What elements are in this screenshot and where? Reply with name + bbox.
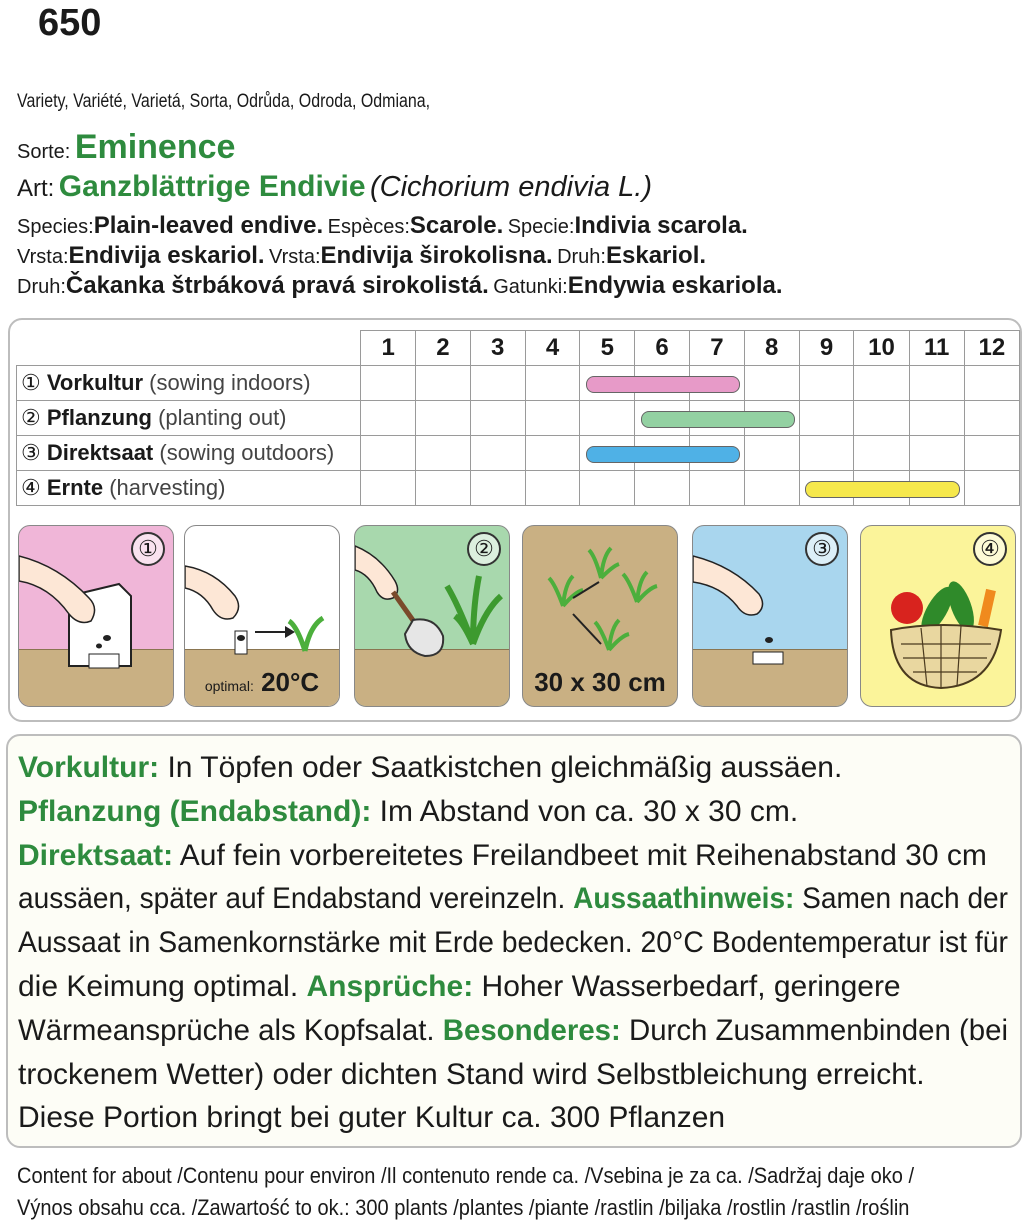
calendar-row-pflanzung (17, 401, 1020, 436)
step-number: ① (131, 532, 165, 566)
calendar-bar-vorkultur (586, 376, 740, 393)
pflanzung-key: Pflanzung (Endabstand): (18, 794, 372, 828)
panel-planting-out (354, 525, 510, 707)
species-sl: Endivija eskariol. (68, 242, 265, 269)
step-number: ③ (805, 532, 839, 566)
variety-header (17, 88, 1017, 304)
pflanzung-text: Im Abstand von ca. 30 x 30 cm. (371, 794, 799, 828)
direktsaat-text: Auf fein vorbereitetes Freilandbeet mit Reihenabstand 30 cm (173, 838, 987, 872)
desc-text-4b: Samen nach der (794, 882, 1008, 916)
month-label: 4 (525, 331, 580, 366)
latin-name: (Cichorium endivia L.) (369, 171, 653, 203)
vorkultur-text: In Töpfen oder Saatkistchen gleichmäßig aussäen. (159, 751, 843, 784)
species-en: Plain-leaved endive. (93, 212, 324, 239)
optimal-label: optimal: (204, 678, 254, 694)
row-number: ① (21, 370, 41, 395)
vrsta-label-2: Vrsta: (269, 246, 321, 268)
growing-calendar (8, 318, 1022, 722)
ansprueche-key: Ansprüche: (306, 969, 474, 1003)
spacing-value: 30 x 30 cm (534, 667, 666, 697)
row-number: ③ (21, 440, 41, 465)
species-pl: Endywia eskariola. (567, 272, 783, 299)
footer-line-1: Content for about /Contenu pour environ /Il contenuto rende ca. /Vsebina je za ca. /Sadržaj daje oko / (17, 1163, 915, 1188)
content-footer (17, 1160, 1017, 1224)
species-hr: Endivija širokolisna. (320, 242, 553, 269)
calendar-bar-ernte (805, 481, 960, 498)
row-desc: (harvesting) (109, 475, 226, 500)
row-number: ④ (21, 475, 41, 500)
calendar-bar-pflanzung (641, 411, 795, 428)
species-it: Indivia scarola. (574, 212, 748, 239)
panel-germination (184, 525, 340, 707)
sorte-label: Sorte: (17, 141, 71, 163)
desc-text-8: trockenem Wetter) oder dichten Stand wird Selbstbleichung erreicht. (18, 1057, 925, 1091)
month-label: 7 (690, 331, 745, 366)
month-label: 11 (909, 331, 964, 366)
desc-text-5: Aussaat in Samenkornstärke mit Erde bedecken. 20°C Bodentemperatur ist für (18, 926, 1008, 960)
calendar-table (16, 330, 1020, 506)
row-desc: (planting out) (158, 405, 287, 430)
panel-sowing-outdoors (692, 525, 848, 707)
row-name: Ernte (46, 475, 104, 500)
species-sk: Čakanka štrbáková pravá sirokolistá. (65, 272, 489, 299)
species-label: Species: (17, 216, 94, 238)
desc-text-6a: die Keimung optimal. (18, 969, 307, 1003)
especes-label: Espèces: (327, 216, 410, 238)
desc-text-4a: aussäen, später auf Endabstand vereinzeln. (18, 882, 574, 916)
gatunki-label: Gatunki: (493, 276, 568, 298)
month-label: 10 (854, 331, 909, 366)
month-label: 9 (799, 331, 854, 366)
step-number: ② (467, 532, 501, 566)
month-label: 12 (964, 331, 1019, 366)
panel-harvesting (860, 525, 1016, 707)
species-name: Ganzblättrige Endivie (58, 170, 366, 203)
desc-text-6b: Hoher Wasserbedarf, geringere (473, 969, 901, 1003)
calendar-row-direktsaat (17, 436, 1020, 471)
species-fr: Scarole. (409, 212, 504, 239)
panel-sowing-indoors (18, 525, 174, 707)
product-code: 650 (38, 2, 102, 44)
row-name: Vorkultur (46, 370, 144, 395)
desc-text-7b: Durch Zusammenbinden (bei (620, 1013, 1008, 1047)
variety-prefix: Variety, Variété, Varietá, Sorta, Odrůda, Odroda, Odmiana, (17, 91, 431, 112)
footer-line-2: Výnos obsahu cca. /Zawartość to ok.: 300 plants /plantes /piante /rastlin /biljaka /rostlin /rastlin /roślin (17, 1195, 910, 1220)
vrsta-label-1: Vrsta: (17, 246, 69, 268)
variety-name: Eminence (74, 128, 236, 166)
row-desc: (sowing outdoors) (159, 440, 335, 465)
month-label: 3 (470, 331, 525, 366)
month-label: 6 (635, 331, 690, 366)
calendar-row-vorkultur (17, 366, 1020, 401)
specie-label: Specie: (507, 216, 575, 238)
month-label: 5 (580, 331, 635, 366)
besonderes-key: Besonderes: (442, 1013, 621, 1047)
calendar-bar-direktsaat (586, 446, 740, 463)
row-number: ② (21, 405, 41, 430)
month-header-row (17, 331, 1020, 366)
species-cz: Eskariol. (605, 242, 707, 269)
aussaathinweis-key: Aussaathinweis: (573, 882, 795, 916)
month-label: 2 (416, 331, 471, 366)
desc-text-7a: Wärmeansprüche als Kopfsalat. (18, 1013, 443, 1047)
direktsaat-key: Direktsaat: (18, 838, 174, 872)
vorkultur-key: Vorkultur: (18, 751, 160, 784)
druh-label-2: Druh: (17, 276, 66, 298)
desc-text-9: Diese Portion bringt bei guter Kultur ca. 300 Pflanzen (18, 1101, 726, 1135)
optimal-temperature: 20°C (261, 667, 320, 697)
cultivation-description (6, 734, 1022, 1148)
step-number: ④ (973, 532, 1007, 566)
druh-label-1: Druh: (557, 246, 606, 268)
panel-spacing (522, 525, 678, 707)
art-label: Art: (17, 175, 55, 202)
row-desc: (sowing indoors) (149, 370, 311, 395)
month-label: 1 (361, 331, 416, 366)
row-name: Direktsaat (46, 440, 154, 465)
row-name: Pflanzung (46, 405, 152, 430)
month-label: 8 (744, 331, 799, 366)
